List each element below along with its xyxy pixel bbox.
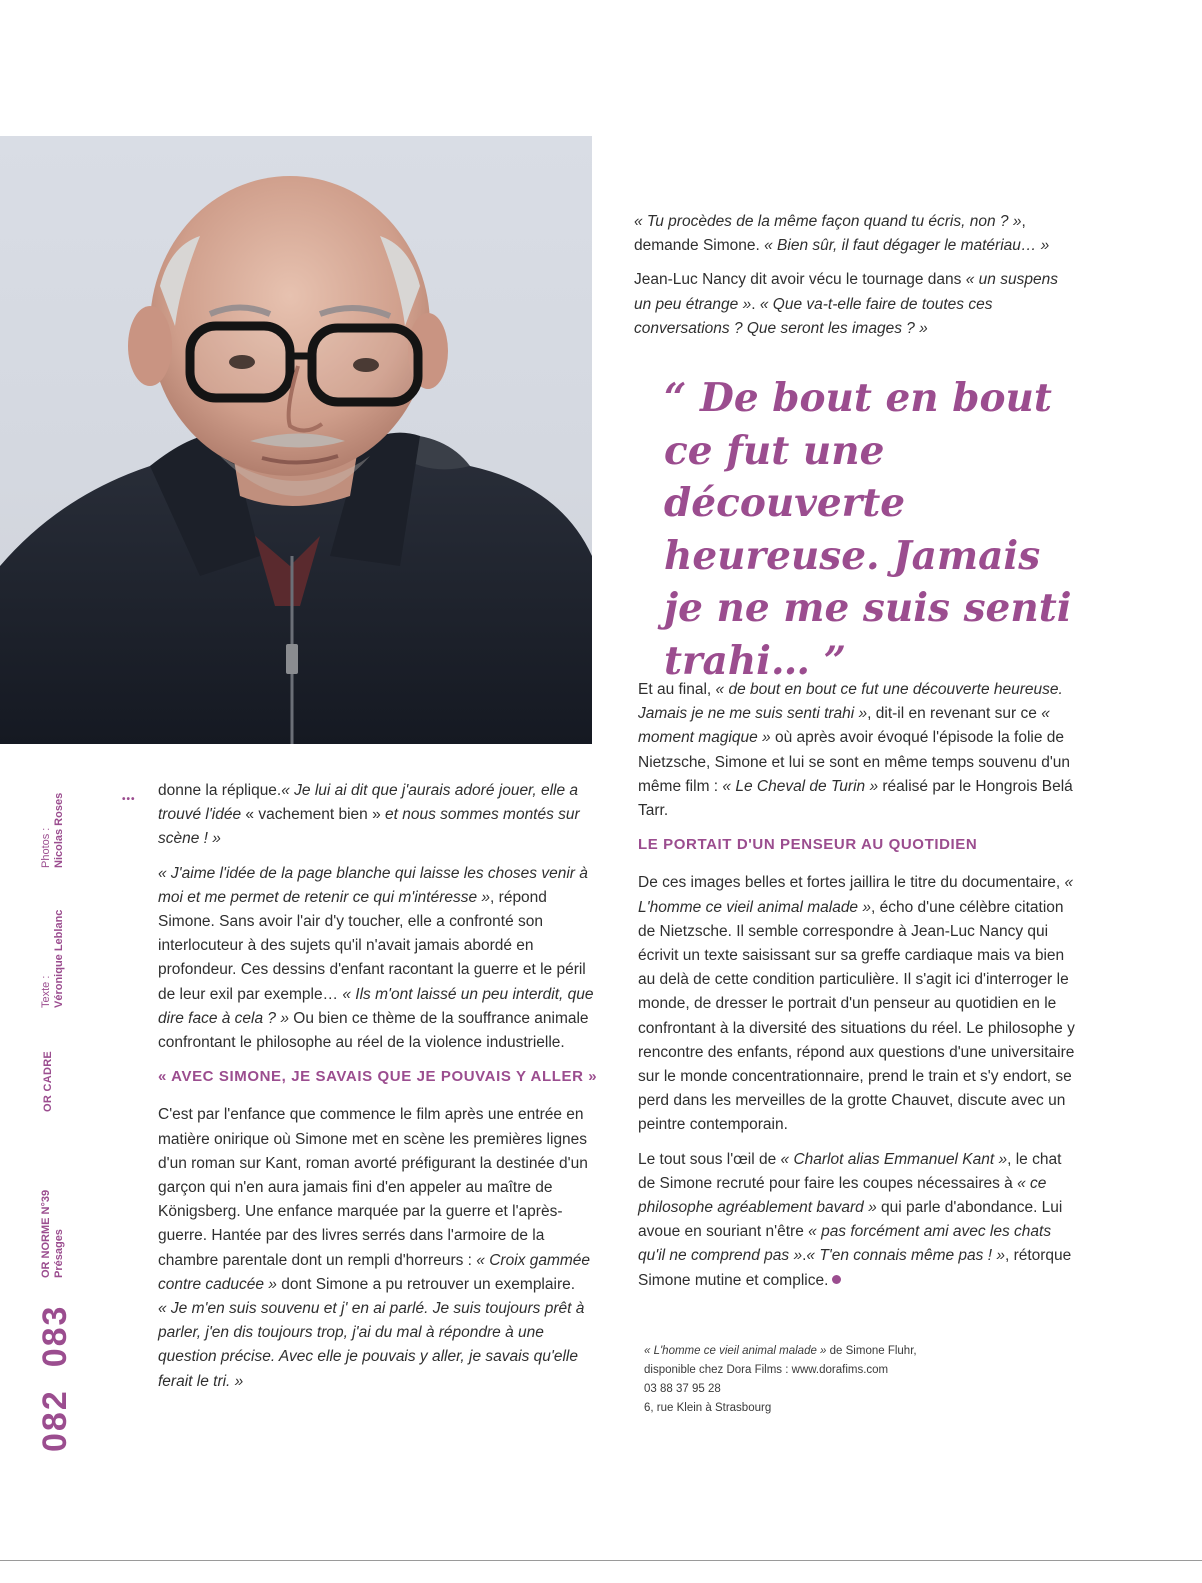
paragraph: C'est par l'enfance que commence le film après une entrée en matière onirique où Simone met en scène les premières lignes d'un roman sur Kant, roman avorté préfigurant la destinée d'un garçon qui n'en aura jamais fini d'en appeler au maître de Königsberg. Une enfance marquée par la guerre et l'après-guerre. Hantée par des livres serrés dans l'armoire de la chambre parentale dont un rempli d'horreurs : « Croix gammée contre caducée » dont Simone a pu retrouver un exemplaire.: [158, 1106, 591, 1293]
paragraph: Et au final, « de bout en bout ce fut une découverte heureuse. Jamais je ne me suis senti trahi », dit-il en revenant sur ce « moment magique » où après avoir évoqué l'épisode la folie de Nietzsche, Simone et lui se sont en même temps souvenu d'un même film : « Le Cheval de Turin » réalisé par le Hongrois Belá Tarr.: [638, 681, 1073, 820]
paragraph: Jean-Luc Nancy dit avoir vécu le tournage dans « un suspens un peu étrange ». « Que va-t-elle faire de toutes ces conversations ? Que seront les images ? »: [634, 271, 1058, 337]
page-numbers: [36, 1283, 75, 1452]
page-number-left: 082: [36, 1389, 74, 1452]
section-heading: « AVEC SIMONE, JE SAVAIS QUE JE POUVAIS Y ALLER »: [158, 1068, 598, 1086]
pull-quote: “ De bout en bout ce fut une découverte heureuse. Jamais je ne me suis senti trahi… ”: [664, 375, 1072, 684]
film-credits: « L'homme ce vieil animal malade » de Simone Fluhr, disponible chez Dora Films : www.dorafims.com 03 88 37 95 28 6, rue Klein à Strasbourg: [644, 1342, 1064, 1418]
phone-number: 03 88 37 95 28: [644, 1383, 721, 1395]
paragraph: « Tu procèdes de la même façon quand tu écris, non ? », demande Simone. « Bien sûr, il faut dégager le matériau… »: [634, 213, 1050, 255]
film-title: « L'homme ce vieil animal malade »: [644, 1345, 827, 1357]
paragraph: « Je m'en suis souvenu et j' en ai parlé. Je suis toujours prêt à parler, j'en dis toujours trop, j'ai du mal à répondre à une question précise. Avec elle je pouvais y aller, je savais qu'elle ferait le tri. »: [158, 1300, 585, 1390]
address: 6, rue Klein à Strasbourg: [644, 1402, 772, 1414]
section-label: OR CADRE: [42, 1050, 54, 1112]
portrait-photo: [0, 136, 592, 744]
film-availability[interactable]: disponible chez Dora Films : www.dorafims.com: [644, 1364, 889, 1376]
text-credit: Texte : Véronique Leblanc: [40, 909, 65, 1008]
right-column: [638, 678, 1078, 1303]
section-heading: LE PORTAIT D'UN PENSEUR AU QUOTIDIEN: [638, 836, 978, 854]
paragraph: De ces images belles et fortes jaillira le titre du documentaire, « L'homme ce vieil animal malade », écho d'une célèbre citation de Nietzsche. Il semble correspondre à Jean-Luc Nancy qui écrivit un texte saisissant sur sa greffe cardiaque mais va bien au delà de cette condition particulière. Il s'agit ici d'interroger le monde, de dresser le portrait d'un penseur au quotidien en le confrontant à la diversité des situations du réel. Le philosophe y rencontre des enfants, répond aux questions d'une universitaire sur le monde concentrationnaire, prend le train et s'y endort, se perd dans les merveilles de la grotte Chauvet, discute avec un peintre contemporain.: [638, 874, 1075, 1134]
bottom-rule: [0, 1560, 1202, 1561]
right-top-column: [634, 210, 1064, 351]
paragraph: Le tout sous l'œil de « Charlot alias Emmanuel Kant », le chat de Simone recruté pour faire les coupes nécessaires à « ce philosophe agréablement bavard » qui parle d'abondance. Lui avoue en souriant n'être « pas forcément ami avec les chats qu'il ne comprend pas ».« T'en connais même pas ! », rétorque Simone mutine et complice.: [638, 1150, 1072, 1289]
magazine-issue: OR NORME N°39 Présages: [40, 1189, 65, 1278]
sidebar-credits: [36, 770, 76, 1450]
left-column: [122, 779, 598, 1404]
photo-credit: Photos : Nicolas Roses: [40, 792, 65, 868]
portrait-illustration: [0, 136, 592, 744]
paragraph: donne la réplique.« Je lui ai dit que j'aurais adoré jouer, elle a trouvé l'idée « vachement bien » et nous sommes montés sur scène ! »: [158, 782, 580, 848]
paragraph: « J'aime l'idée de la page blanche qui laisse les choses venir à moi et me permet de retenir ce qui m'intéresse », répond Simone. Sans avoir l'air d'y toucher, elle a confronté son interlocuteur à des sujets qu'il n'avait jamais abordé en profondeur. Ces dessins d'enfant racontant la guerre et le péril de leur exil par exemple… « Ils m'ont laissé un peu interdit, que dire face à cela ? » Ou bien ce thème de la souffrance animale confrontant le philosophe au réel de la violence industrielle.: [158, 864, 594, 1052]
end-of-article-dot: [832, 1275, 841, 1284]
page-number-right: 083: [36, 1304, 74, 1368]
continuation-marker: •••: [122, 794, 136, 805]
